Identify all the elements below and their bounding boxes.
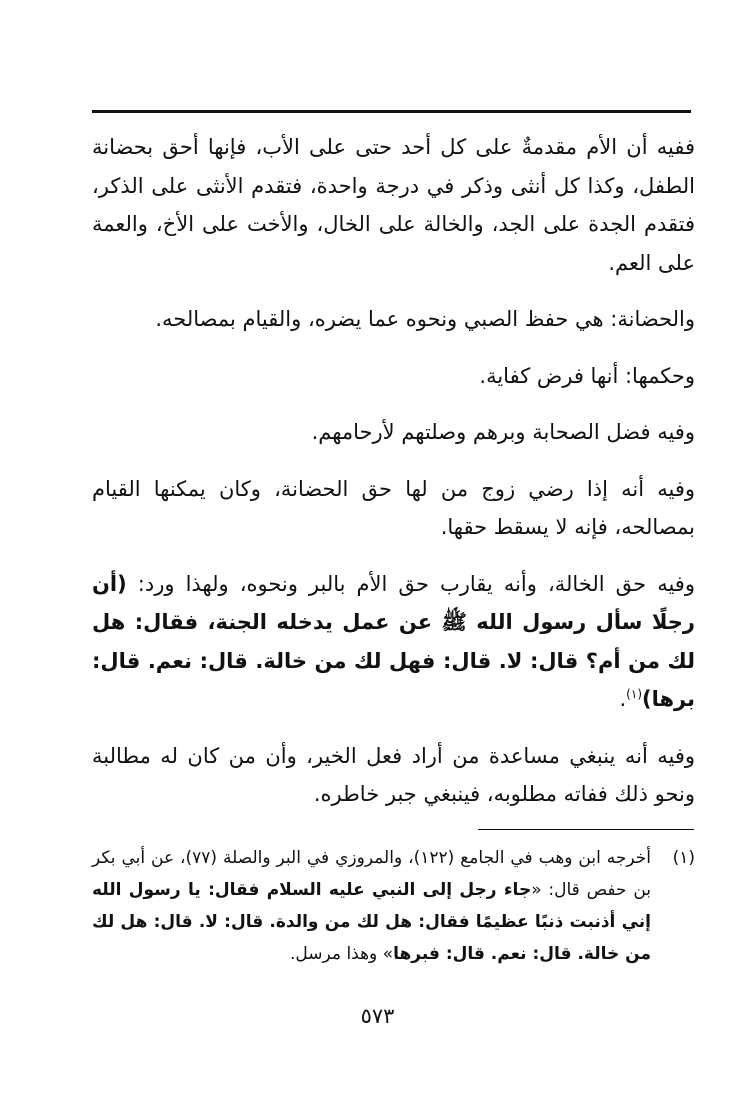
footnote-quote: جاء رجل إلى النبي عليه السلام فقال: يا رسول الله إني أذنبت ذنبًا عظيمًا فقال: هل لك من والدة. قال: لا. قال: هل لك من خالة. قال: نعم. قال: فبرها — [92, 880, 651, 964]
paragraph-husband-consent: وفيه أنه إذا رضي زوج من لها حق الحضانة، وكان يمكنها القيام بمصالحه، فإنه لا يسقط حقها. — [92, 476, 695, 539]
footnote-body — [92, 842, 651, 970]
main-text — [92, 128, 695, 814]
paragraph-custody-ruling: وحكمها: أنها فرض كفاية. — [479, 363, 695, 388]
page-number: ٥٧٣ — [360, 1004, 395, 1028]
footnote-number: (١) — [672, 848, 695, 868]
paragraph-custody-definition: والحضانة: هي حفظ الصبي ونحوه عما يضره، والقيام بمصالحه. — [155, 307, 695, 331]
paragraph-companions-virtue: وفيه فضل الصحابة وبرهم وصلتهم لأرحامهم. — [311, 420, 695, 444]
paragraph-maternal-aunt — [92, 565, 695, 719]
footnote-reference[interactable]: (١) — [626, 687, 642, 701]
header-rule — [92, 110, 691, 113]
footnote-source: أخرجه ابن وهب في الجامع (١٢٢)، والمروزي في البر والصلة (٧٧)، عن أبي بكر بن حفص قال: « — [92, 848, 652, 900]
maternal-aunt-intro: وفيه حق الخالة، وأنه يقارب حق الأم بالبر ونحوه، ولهذا ورد: — [137, 571, 695, 596]
paragraph-mother-priority: ففيه أن الأم مقدمةٌ على كل أحد حتى على الأب، فإنها أحق بحضانة الطفل، وكذا كل أنثى وذكر في درجة واحدة، فتقدم الأنثى على الذكر، فتقدم الجدة على الجد، والخالة على الخال، والأخت على الأخ، والعمة على العم. — [92, 135, 695, 275]
paragraph-helping-good: وفيه أنه ينبغي مساعدة من أراد فعل الخير، وأن من كان له مطالبة ونحو ذلك ففاته مطلوبه، فينبغي جبر خاطره. — [92, 743, 695, 806]
footnote-ending: » وهذا مرسل. — [290, 944, 394, 964]
footnote — [92, 842, 695, 970]
footnote-separator — [478, 829, 694, 830]
hadith-end-mark: . — [619, 687, 627, 711]
hadith-quote: (أن رجلًا سأل رسول الله ﷺ عن عمل يدخله الجنة، فقال: هل لك من أم؟ قال: لا. قال: فهل لك من خالة. قال: نعم. قال: برها) — [92, 571, 695, 711]
